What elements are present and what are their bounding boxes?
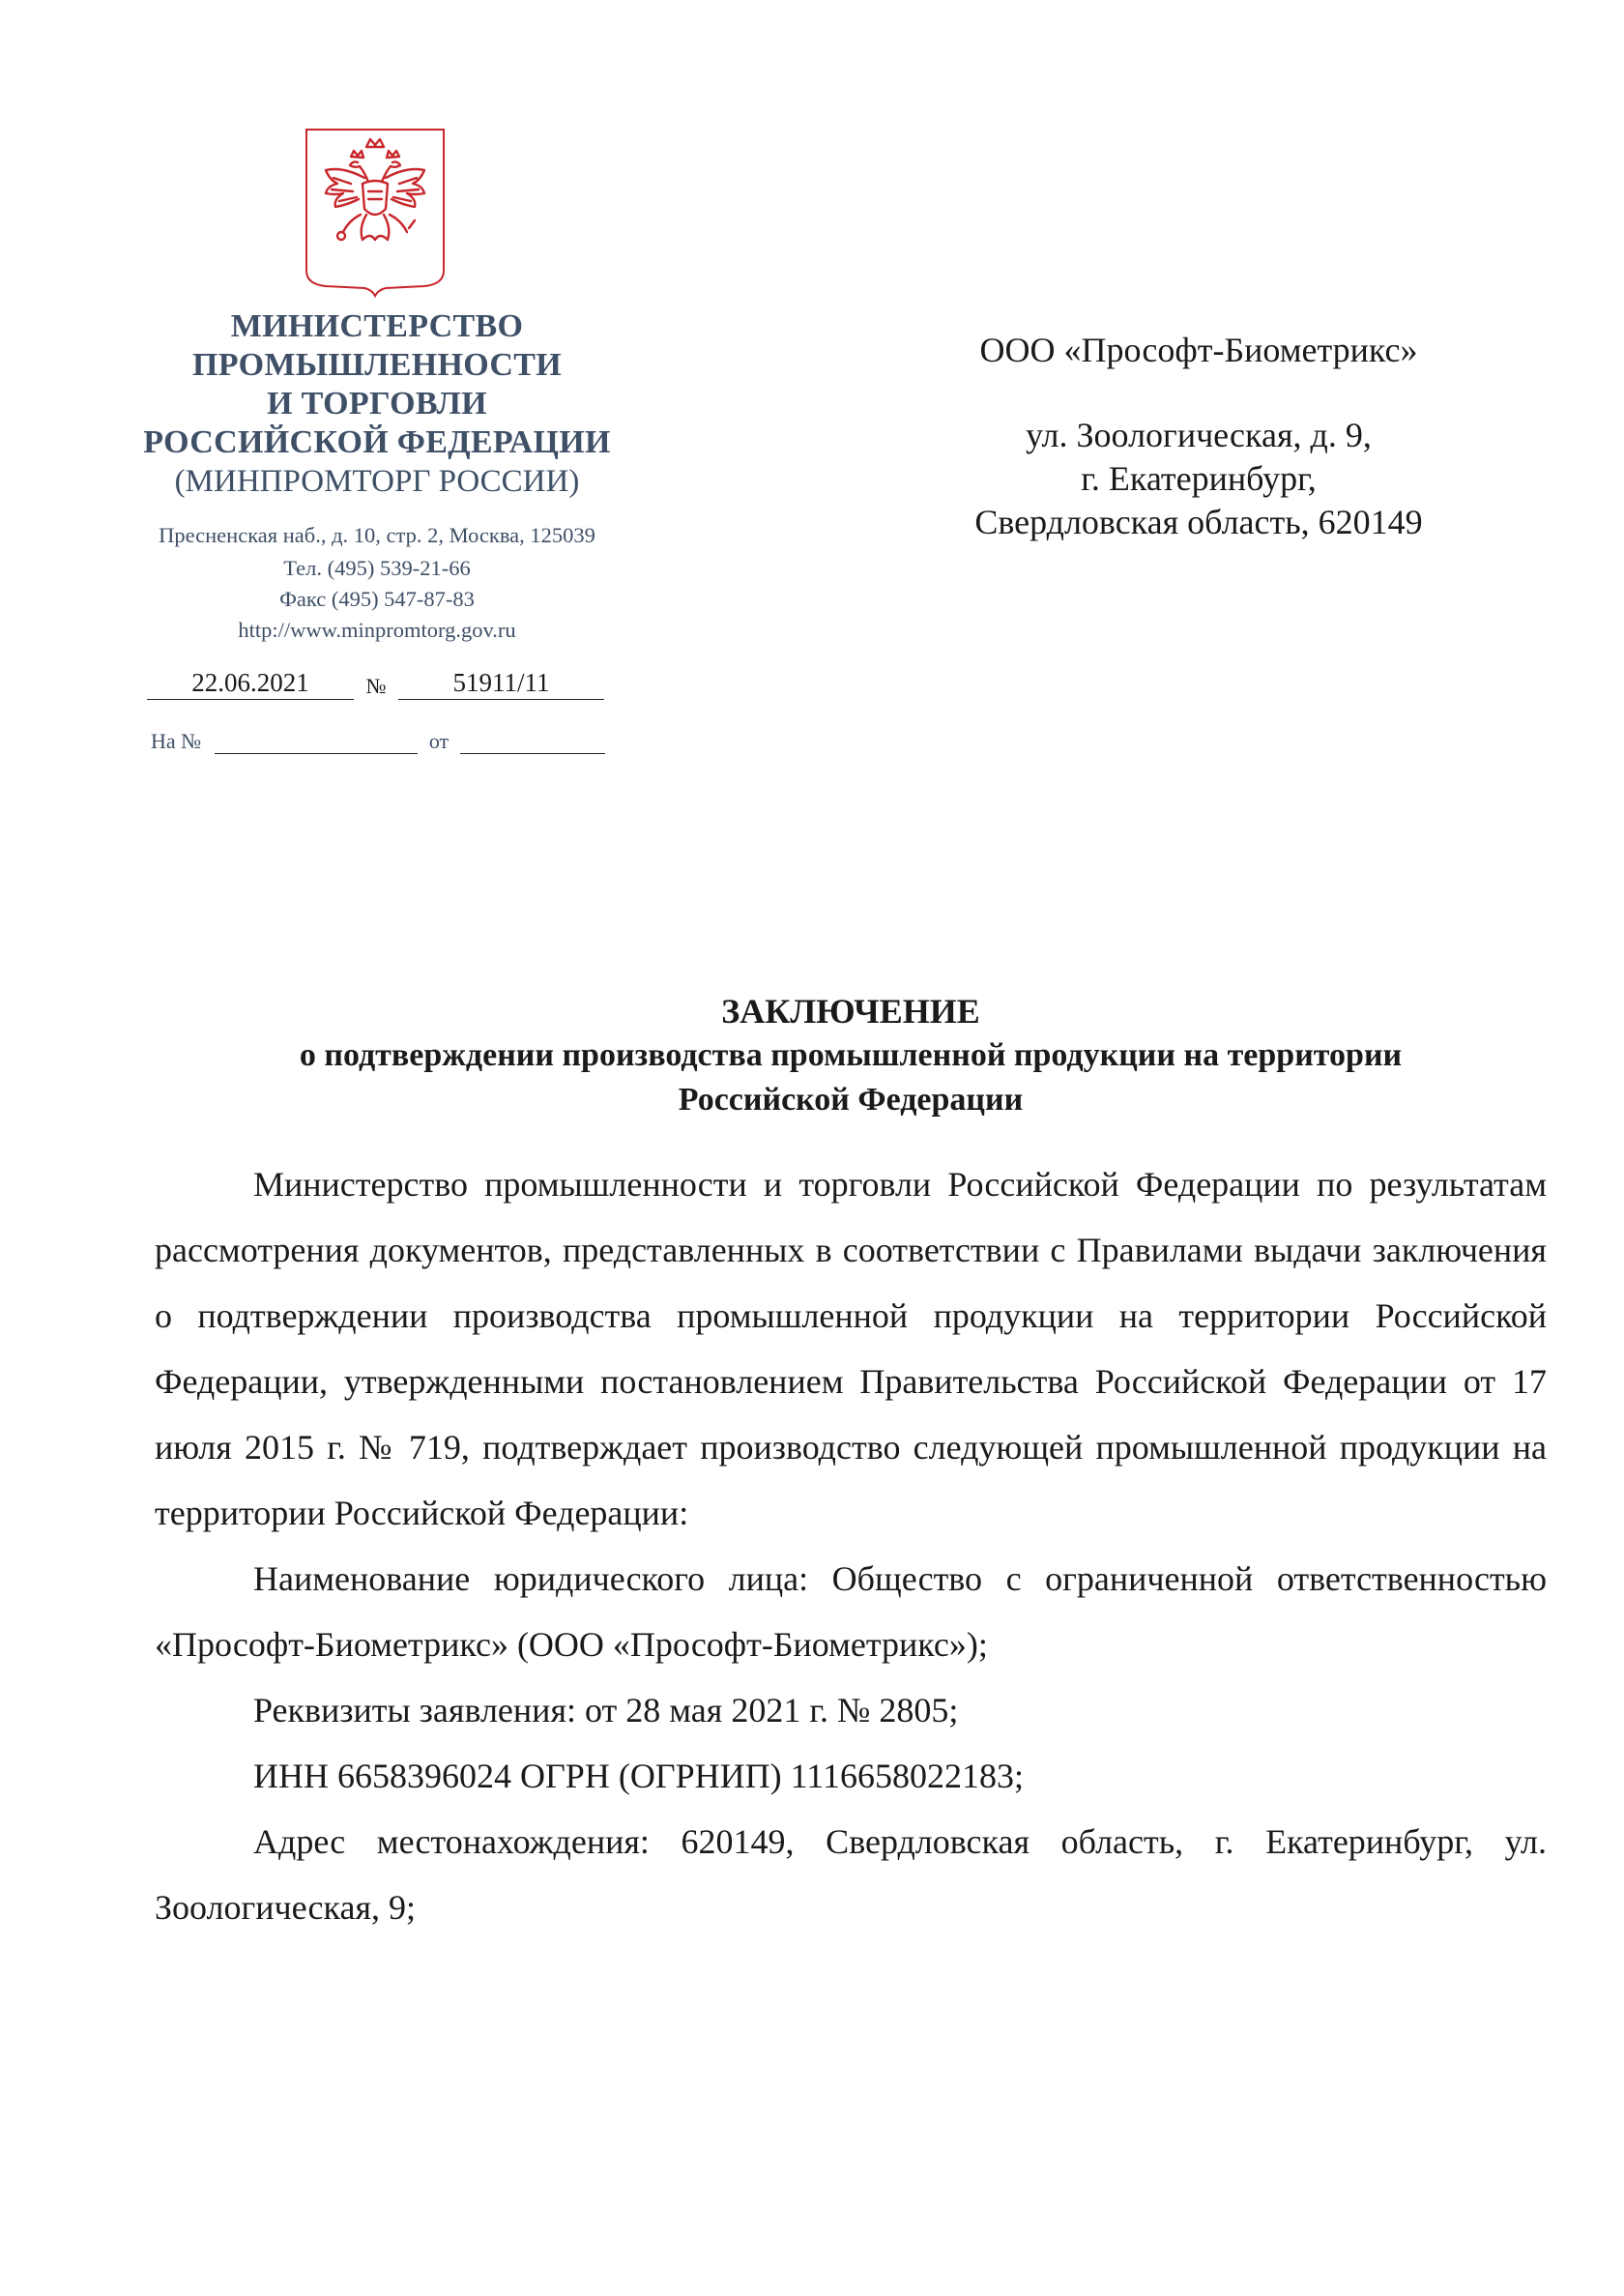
body-paragraph: Наименование юридического лица: Общество с ограниченной ответственностью «Прософт-Биометрикс» (ООО «Прософт-Биометрикс»); [155, 1559, 1547, 1664]
registration-date: 22.06.2021 [147, 666, 354, 700]
document-subtitle-line: о подтверждении производства промышленной продукции на территории [299, 1037, 1403, 1073]
body-paragraph: Адрес местонахождения: 620149, Свердловская область, г. Екатеринбург, ул. Зоологическая, 9; [155, 1822, 1547, 1927]
document-body [155, 1151, 1547, 1940]
reference-label: На № [151, 729, 202, 753]
body-paragraph: Реквизиты заявления: от 28 мая 2021 г. № 2805; [253, 1691, 959, 1729]
document-subtitle-line: Российской Федерации [678, 1082, 1024, 1118]
recipient-region: Свердловская область, 620149 [974, 503, 1423, 541]
registration-number-label: № [365, 674, 387, 698]
body-paragraph: Министерство промышленности и торговли Российской Федерации по результатам рассмотрения документов, представленных в соответствии с Правилами выдачи заключения о подтверждении производства промышленной продукции на территории Российской Федерации, утвержденными постановлением Правительства Российской Федерации от 17 июля 2015 г. № 719, подтверждает производство следующей промышленной продукции на территории Российской Федерации: [155, 1165, 1547, 1532]
ministry-name-line: МИНИСТЕРСТВО [230, 308, 524, 344]
reference-row [151, 727, 605, 758]
reference-date-line [460, 753, 605, 754]
ministry-website: http://www.minpromtorg.gov.ru [238, 618, 516, 642]
ministry-contacts [97, 518, 657, 646]
ministry-fax: Факс (495) 547-87-83 [279, 587, 475, 611]
ministry-short-name: (МИНПРОМТОРГ РОССИИ) [174, 464, 580, 499]
ministry-phone: Тел. (495) 539-21-66 [283, 556, 471, 580]
recipient-block [928, 329, 1469, 544]
ministry-name-block [97, 307, 657, 501]
reference-from-label: от [428, 729, 450, 753]
document-title: ЗАКЛЮЧЕНИЕ [721, 992, 980, 1031]
ministry-name-line: РОССИЙСКОЙ ФЕДЕРАЦИИ [143, 424, 611, 460]
body-paragraph: ИНН 6658396024 ОГРН (ОГРНИП) 1116658022183; [253, 1757, 1024, 1795]
ministry-name-line: И ТОРГОВЛИ [267, 386, 487, 421]
recipient-organization: ООО «Прософт-Биометрикс» [979, 331, 1418, 369]
coat-of-arms-emblem [304, 128, 446, 298]
document-title-block [155, 989, 1547, 1122]
ministry-name-line: ПРОМЫШЛЕННОСТИ [192, 347, 562, 383]
reference-number-line [215, 753, 418, 754]
registration-row [145, 666, 604, 701]
recipient-city: г. Екатеринбург, [1081, 459, 1317, 498]
ministry-address: Пресненская наб., д. 10, стр. 2, Москва, 125039 [159, 523, 595, 547]
recipient-street: ул. Зоологическая, д. 9, [1026, 416, 1372, 454]
registration-number: 51911/11 [398, 666, 604, 700]
